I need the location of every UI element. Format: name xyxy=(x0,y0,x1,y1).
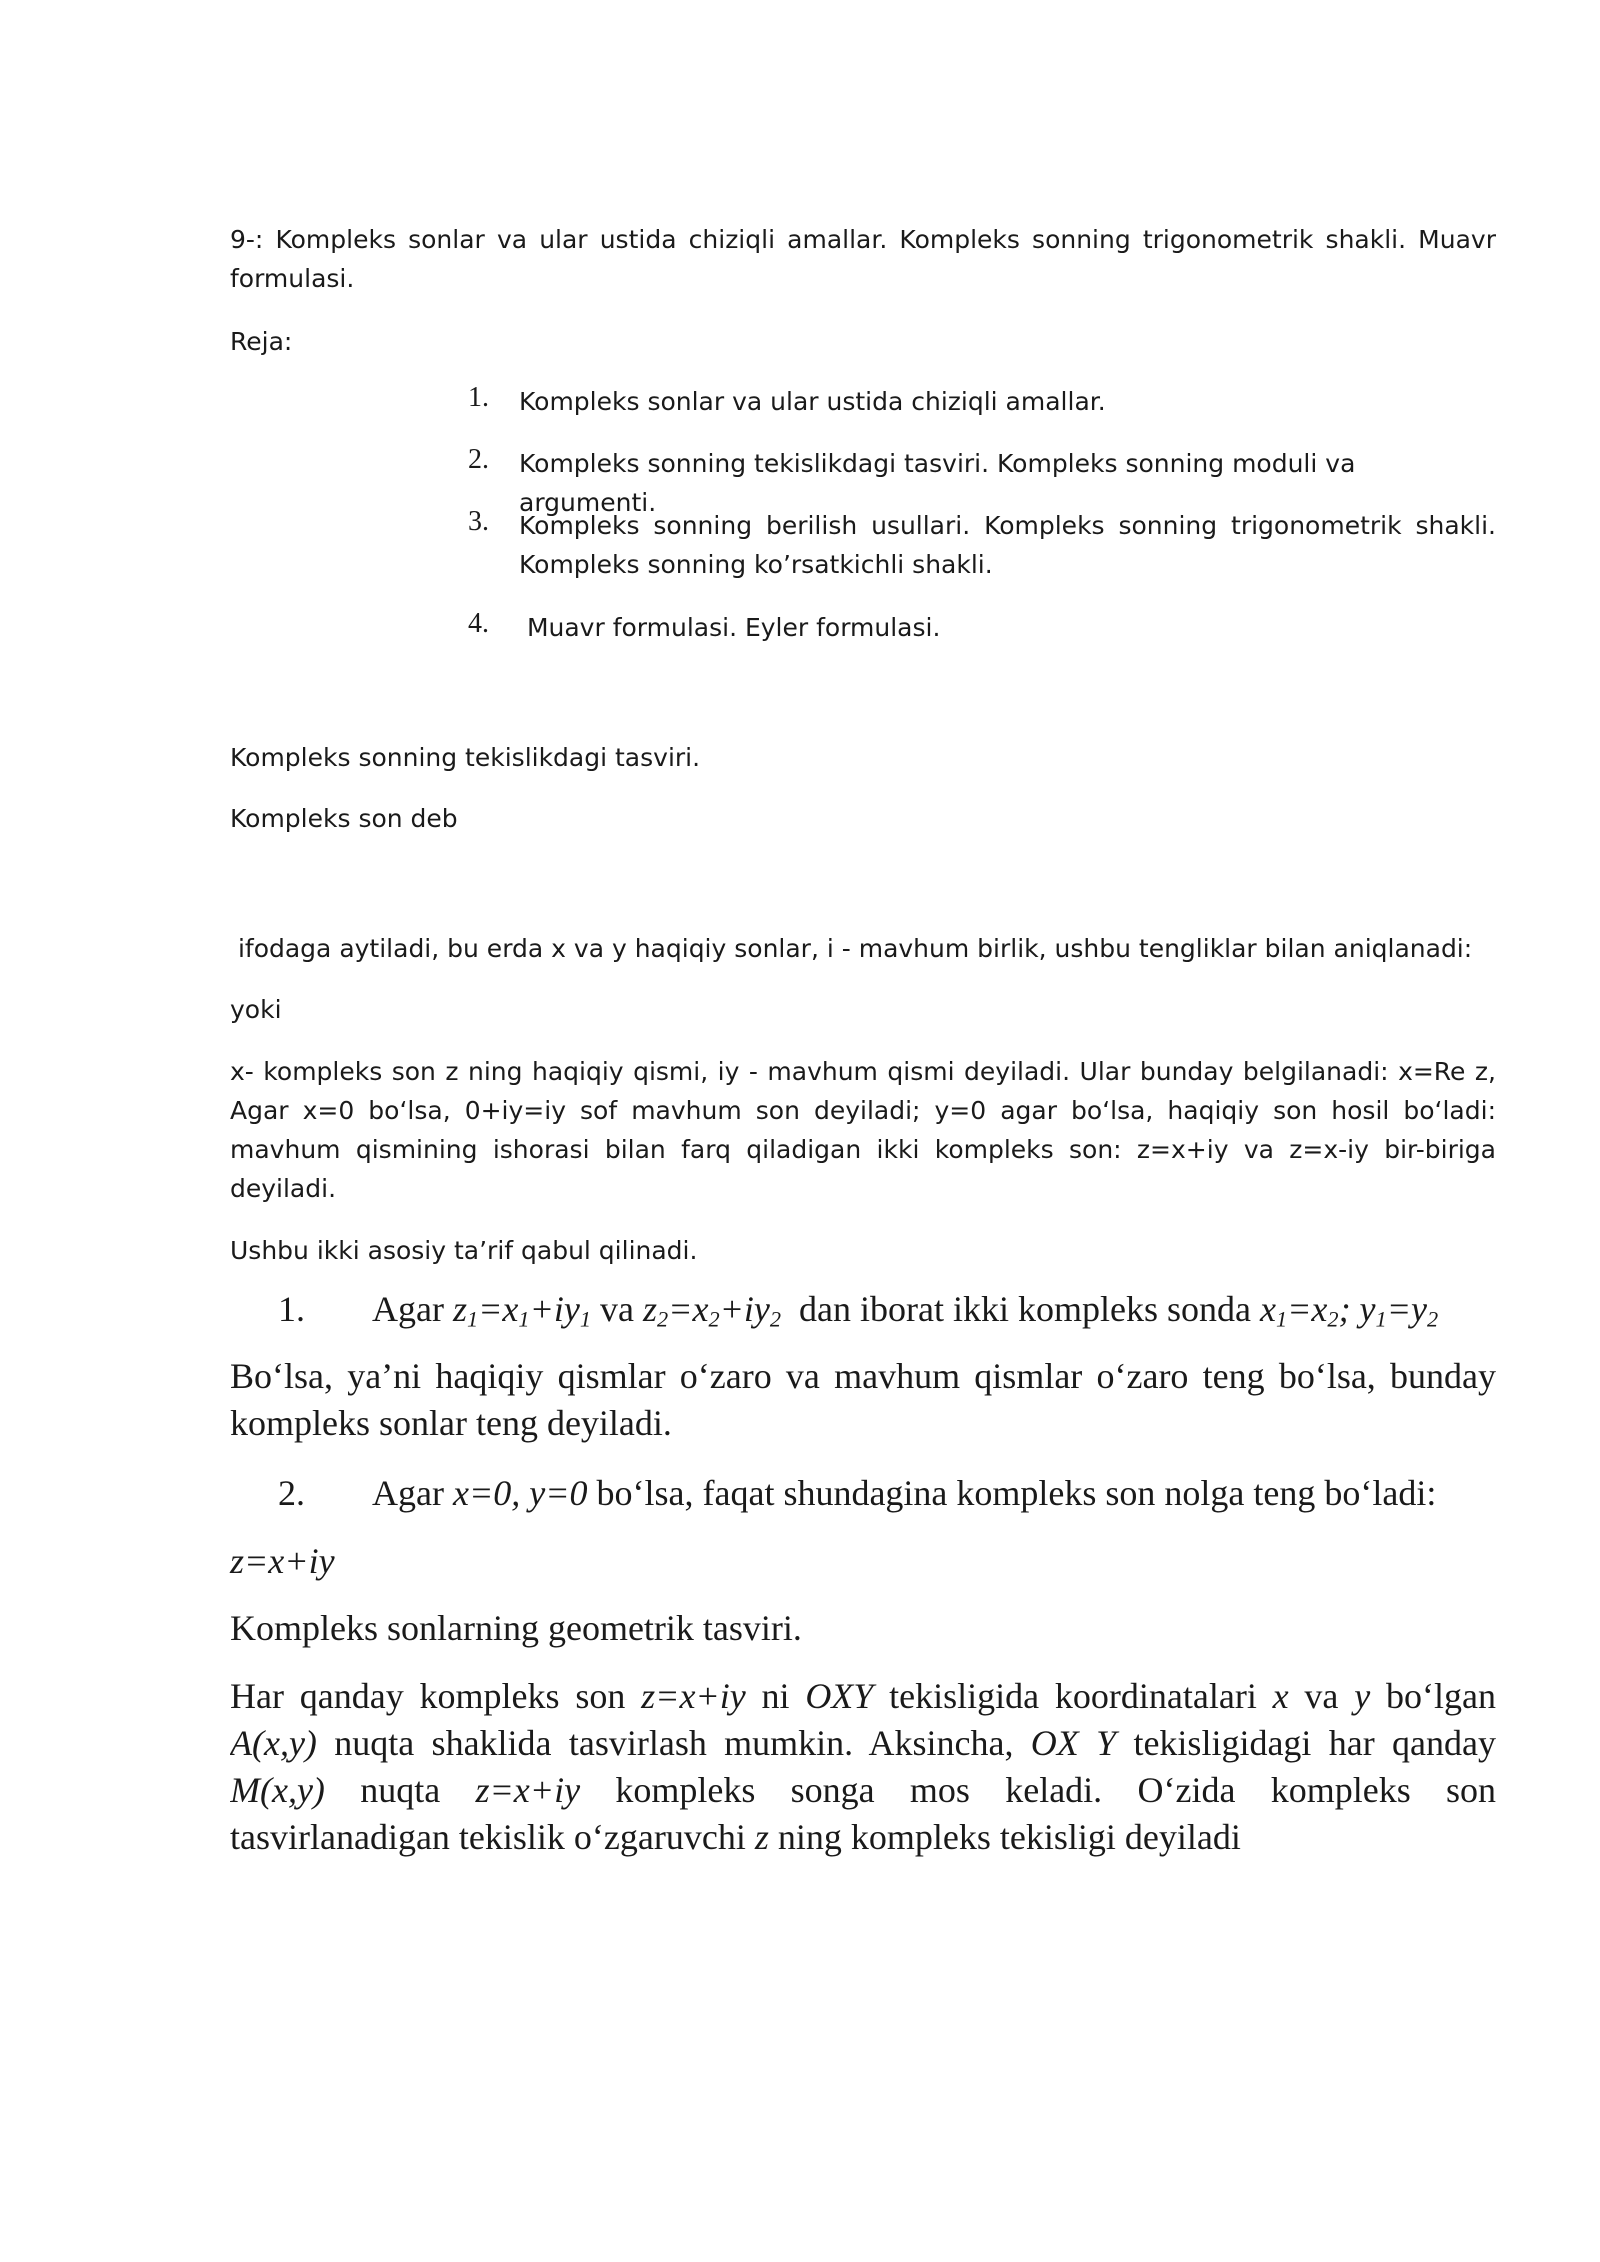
rule-1-number: 1. xyxy=(278,1289,305,1329)
rule-1-continuation-line-1: Bo‘lsa, ya’ni haqiqiy qismlar o‘zaro va mavhum qismlar o‘zaro teng bo‘lsa, bunday xyxy=(230,1356,1496,1396)
plan-item-number: 3. xyxy=(468,506,489,537)
geometric-paragraph-line-4: tasvirlanadigan tekislik o‘zgaruvchi z ning kompleks tekisligi deyiladi xyxy=(230,1817,1241,1857)
geometric-heading: Kompleks sonlarning geometrik tasviri. xyxy=(230,1608,802,1648)
geometric-paragraph-line-3: M(x,y) nuqta z=x+iy kompleks songa mos keladi. O‘zida kompleks son xyxy=(230,1770,1496,1810)
title-line-2: formulasi. xyxy=(230,264,355,293)
plan-item-text: Muavr formulasi. Eyler formulasi. xyxy=(519,613,941,642)
plan-item-number: 4. xyxy=(468,608,489,639)
plan-item-text: Kompleks sonlar va ular ustida chiziqli amallar. xyxy=(519,387,1106,416)
paragraph-line-4: deyiladi. xyxy=(230,1174,337,1203)
definition-start: Kompleks son deb xyxy=(230,804,458,833)
paragraph-line-2: Agar x=0 bo‘lsa, 0+iy=iy sof mavhum son deyiladi; y=0 agar bo‘lsa, haqiqiy son hosil bo‘ladi: xyxy=(230,1096,1496,1125)
yoki-text: yoki xyxy=(230,995,282,1024)
plan-item-text-line-2: Kompleks sonning ko’rsatkichli shakli. xyxy=(519,550,993,579)
plan-item-number: 2. xyxy=(468,444,489,475)
plan-item-text: Kompleks sonning tekislikdagi tasviri. Kompleks sonning moduli va argumenti. xyxy=(519,449,1356,517)
geometric-paragraph-line-1: Har qanday kompleks son z=x+iy ni OXY tekisligida koordinatalari x va y bo‘lgan xyxy=(230,1676,1496,1716)
definition-continuation: ifodaga aytiladi, bu erda x va y haqiqiy sonlar, i - mavhum birlik, ushbu tengliklar bilan aniqlanadi: xyxy=(230,934,1473,963)
title-line-1: 9-: Kompleks sonlar va ular ustida chiziqli amallar. Kompleks sonning trigonometrik shakli. Muavr xyxy=(230,225,1496,254)
rule-1-continuation-line-2: kompleks sonlar teng deyiladi. xyxy=(230,1403,672,1443)
plan-heading: Reja: xyxy=(230,327,293,356)
rule-2-number: 2. xyxy=(278,1473,305,1513)
plan-item-number: 1. xyxy=(468,382,489,413)
rule-1-text: Agar $z_1=x_1+iy_1$ va $z_2=x_2+iy_2$ dan iborat ikki kompleks sonda $x_1=x_2$; $y_1=y_2$ xyxy=(372,1289,1439,1332)
plan-item-3 xyxy=(468,506,1496,586)
paragraph-line-3: mavhum qismining ishorasi bilan farq qiladigan ikki kompleks son: z=x+iy va z=x-iy bir-biriga xyxy=(230,1135,1496,1164)
geometric-paragraph-line-2: A(x,y) nuqta shaklida tasvirlash mumkin. Aksincha, OX Y tekisligidagi har qanday xyxy=(230,1723,1496,1763)
formula: z=x+iy xyxy=(230,1541,335,1581)
plan-item-text-line-1: Kompleks sonning berilish usullari. Kompleks sonning trigonometrik shakli. xyxy=(519,511,1496,540)
paragraph-line-1: x- kompleks son z ning haqiqiy qismi, iy - mavhum qismi deyiladi. Ular bunday belgilanadi: x=Re z, xyxy=(230,1057,1496,1086)
rule-2-text: Agar x=0, y=0 bo‘lsa, faqat shundagina kompleks son nolga teng bo‘ladi: xyxy=(372,1473,1437,1513)
section-heading: Kompleks sonning tekislikdagi tasviri. xyxy=(230,743,701,772)
definitions-intro: Ushbu ikki asosiy ta’rif qabul qilinadi. xyxy=(230,1236,698,1265)
